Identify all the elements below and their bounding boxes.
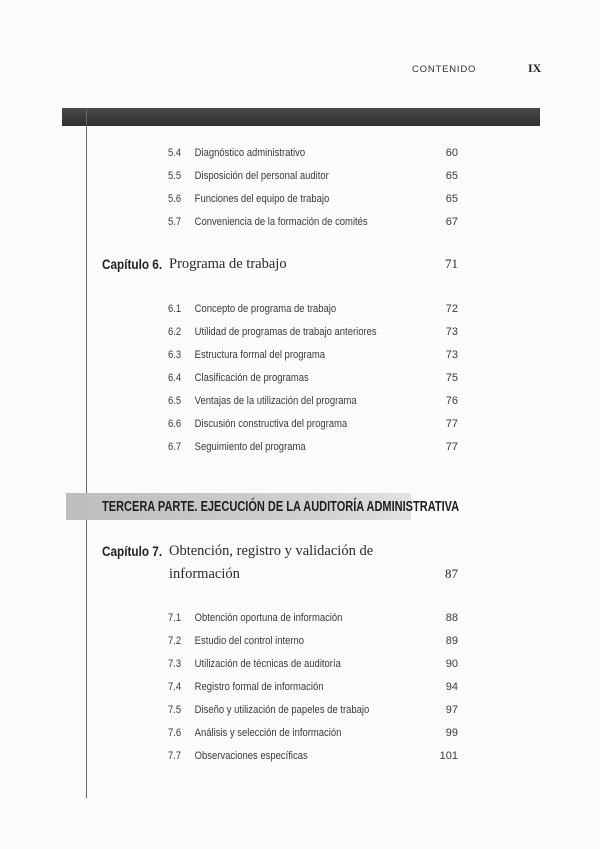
entry-number: 6.3 [168, 349, 182, 361]
chapter-page: 71 [445, 256, 458, 271]
toc-entry [168, 725, 417, 741]
toc-entry [168, 679, 417, 695]
entry-title: Registro formal de información [194, 681, 324, 693]
toc-entry [168, 145, 417, 161]
entry-title: Observaciones específicas [194, 750, 308, 762]
entry-title: Utilización de técnicas de auditoría [194, 658, 341, 670]
entry-number: 7.5 [168, 704, 182, 716]
entry-number: 6.4 [168, 372, 182, 384]
entry-page: 94 [445, 681, 458, 693]
entry-page: 101 [439, 750, 458, 762]
entry-title: Conveniencia de la formación de comités [194, 216, 368, 228]
entry-page: 97 [445, 704, 458, 716]
toc-entry [168, 656, 417, 672]
entry-number: 5.6 [168, 193, 182, 205]
entry-title: Obtención oportuna de información [194, 612, 343, 624]
entry-number: 7.2 [168, 635, 182, 647]
entry-page: 75 [445, 372, 458, 384]
entry-page: 65 [445, 193, 458, 205]
entry-number: 6.2 [168, 326, 182, 338]
toc-entry [168, 214, 417, 230]
entry-page: 65 [445, 170, 458, 182]
entry-number: 7.4 [168, 681, 182, 693]
entry-page: 88 [445, 612, 458, 624]
running-header-title: CONTENIDO [412, 64, 477, 75]
part-title: TERCERA PARTE. EJECUCIÓN DE LA AUDITORÍA ADMINISTRATIVA [102, 499, 460, 515]
entry-title: Diseño y utilización de papeles de trabajo [194, 704, 370, 716]
entry-number: 7.6 [168, 727, 182, 739]
chapter-title-line2: información [169, 566, 240, 582]
entry-title: Diagnóstico administrativo [194, 147, 306, 159]
entry-page: 67 [445, 216, 458, 228]
entry-page: 72 [445, 303, 458, 315]
entry-page: 73 [445, 326, 458, 338]
chapter-title: Programa de trabajo [169, 256, 287, 272]
entry-number: 7.3 [168, 658, 182, 670]
entry-number: 6.6 [168, 418, 182, 430]
toc-entry [168, 370, 417, 386]
entry-title: Clasificación de programas [194, 372, 309, 384]
entry-number: 5.7 [168, 216, 182, 228]
header-rule-bar [62, 108, 540, 126]
entry-title: Discusión constructiva del programa [194, 418, 348, 430]
toc-entry [168, 168, 417, 184]
entry-title: Concepto de programa de trabajo [194, 303, 337, 315]
toc-entry [168, 610, 417, 626]
entry-title: Estructura formal del programa [194, 349, 326, 361]
chapter-page: 87 [445, 566, 458, 581]
entry-title: Análisis y selección de información [194, 727, 342, 739]
entry-page: 76 [445, 395, 458, 407]
entry-title: Disposición del personal auditor [194, 170, 329, 182]
chapter-label: Capítulo 7. [102, 543, 163, 559]
toc-entry [168, 416, 417, 432]
chapter-title-line1: Obtención, registro y validación de [169, 543, 374, 559]
entry-title: Ventajas de la utilización del programa [194, 395, 357, 407]
toc-entry [168, 191, 417, 207]
entry-page: 89 [445, 635, 458, 647]
entry-page: 90 [445, 658, 458, 670]
entry-number: 6.1 [168, 303, 182, 315]
entry-page: 73 [445, 349, 458, 361]
entry-title: Funciones del equipo de trabajo [194, 193, 330, 205]
entry-title: Utilidad de programas de trabajo anteriores [194, 326, 377, 338]
toc-entry [168, 301, 417, 317]
entry-page: 77 [445, 418, 458, 430]
entry-number: 6.5 [168, 395, 182, 407]
toc-entry [168, 324, 417, 340]
toc-entry [168, 439, 417, 455]
entry-number: 7.1 [168, 612, 182, 624]
toc-entry [168, 393, 417, 409]
entry-page: 60 [445, 147, 458, 159]
toc-entry [168, 347, 417, 363]
entry-number: 5.5 [168, 170, 182, 182]
toc-entry [168, 748, 417, 764]
entry-page: 99 [445, 727, 458, 739]
entry-number: 7.7 [168, 750, 182, 762]
toc-entry [168, 633, 417, 649]
entry-number: 6.7 [168, 441, 182, 453]
toc-entry [168, 702, 417, 718]
entry-title: Seguimiento del programa [194, 441, 306, 453]
page-number: IX [528, 61, 542, 75]
chapter-label: Capítulo 6. [102, 256, 163, 272]
entry-page: 77 [445, 441, 458, 453]
entry-number: 5.4 [168, 147, 182, 159]
margin-rule [86, 108, 87, 798]
entry-title: Estudio del control interno [194, 635, 305, 647]
